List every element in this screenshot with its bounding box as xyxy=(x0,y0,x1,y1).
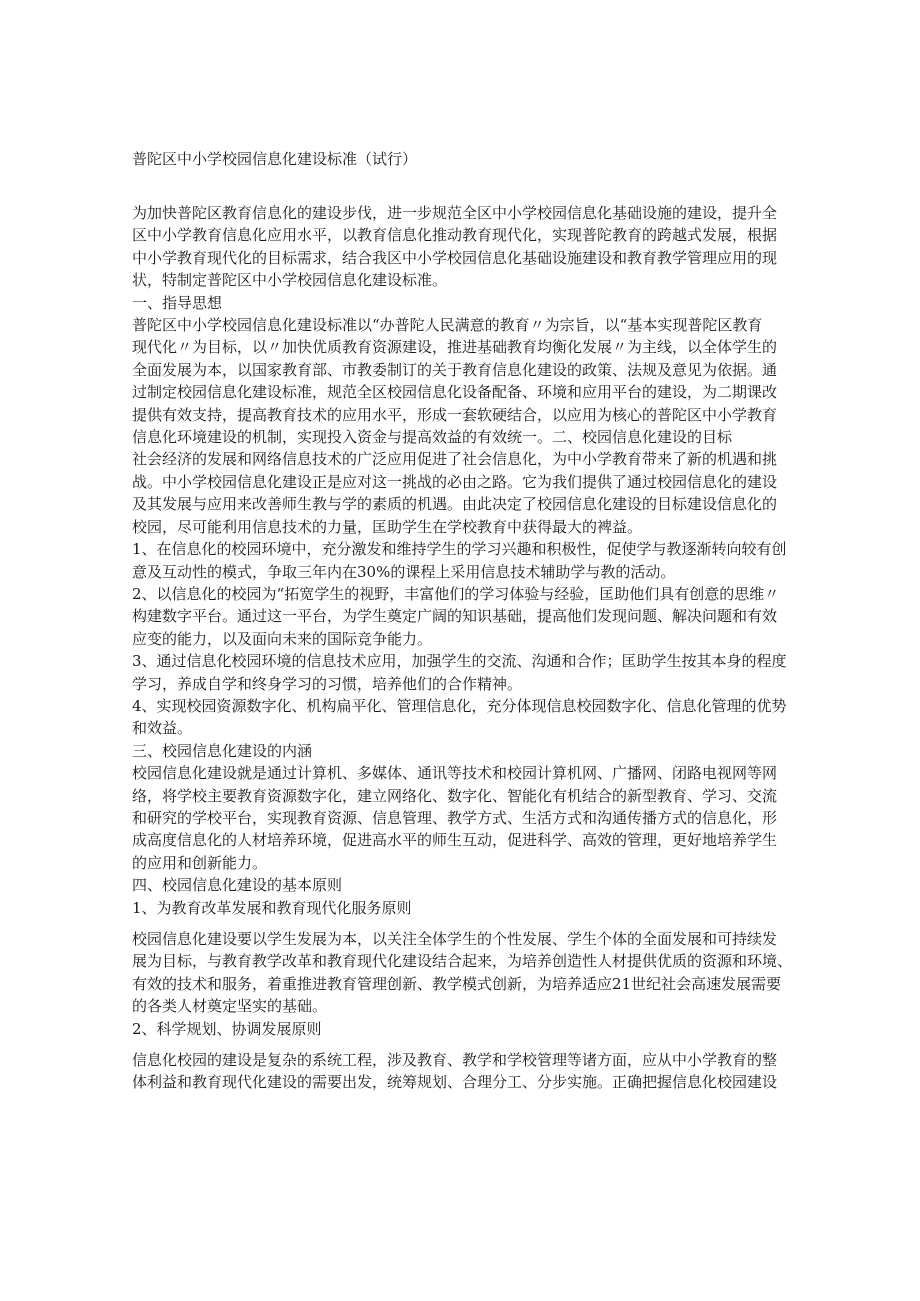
text-line: 和研究的学校平台，实现教育资源、信息管理、教学方式、生活方式和沟通传播方式的信息化，形 xyxy=(132,808,778,827)
document-title: 普陀区中小学校园信息化建设标准（试行） xyxy=(132,150,418,168)
text-line: 校园信息化建设就是通过计算机、多媒体、通讯等技术和校园计算机网、广播网、闭路电视网等网 xyxy=(132,764,778,783)
text-line: 为加快普陀区教育信息化的建设步伐，进一步规范全区中小学校园信息化基础设施的建设，提升全 xyxy=(132,204,778,222)
text-line: 和效益。 xyxy=(132,719,193,738)
text-line: 意及互动性的模式，争取三年内在30%的课程上采用信息技术辅助学与教的活动。 xyxy=(132,562,676,581)
text-line: 中小学教育现代化的目标需求，结合我区中小学校园信息化基础设施建设和教育教学管理应用的现 xyxy=(132,248,778,267)
text-line: 一、指导思想 xyxy=(132,293,223,312)
text-line: 的应用和创新能力。 xyxy=(132,853,268,872)
paragraph-gap xyxy=(132,1040,806,1049)
text-line: 信息化环境建设的机制，实现投入资金与提高效益的有效统一。二、校园信息化建设的目标 xyxy=(132,428,733,447)
text-line: 全面发展为本，以国家教育部、市教委制订的关于教育信息化建设的政策、法规及意见为依据。通 xyxy=(132,360,778,379)
text-line: 展为目标，与教育教学改革和教育现代化建设结合起来，为培养创造性人材提供优质的资源和环境、 xyxy=(132,952,793,971)
text-line: 1、在信息化的校园环境中，充分激发和维持学生的学习兴趣和积极性，促使学与教逐渐转向较有创 xyxy=(132,540,787,559)
text-line: 区中小学教育信息化应用水平，以教育信息化推动教育现代化，实现普陀教育的跨越式发展，根据 xyxy=(132,226,778,245)
text-line: 2、科学规划、协调发展原则 xyxy=(132,1019,322,1038)
text-line: 学习，养成自学和终身学习的习惯，培养他们的合作精神。 xyxy=(132,674,523,693)
text-line: 三、校园信息化建设的内涵 xyxy=(132,741,313,760)
text-line: 4、实现校园资源数字化、机构扁平化、管理信息化，充分体现信息校园数字化、信息化管理的优势 xyxy=(132,696,787,715)
text-line: 状，特制定普陀区中小学校园信息化建设标准。 xyxy=(132,271,448,290)
text-line: 四、校园信息化建设的基本原则 xyxy=(132,876,343,895)
text-line: 体利益和教育现代化建设的需要出发，统筹规划、合理分工、分步实施。正确把握信息化校园建设 xyxy=(132,1073,778,1092)
text-line: 1、为教育改革发展和教育现代化服务原则 xyxy=(132,898,412,917)
document-body xyxy=(132,202,806,1094)
text-line: 校园，尽可能利用信息技术的力量，匡助学生在学校教育中获得最大的裨益。 xyxy=(132,517,643,536)
text-line: 构建数字平台。通过这一平台，为学生奠定广阔的知识基础，提高他们发现问题、解决问题和有效 xyxy=(132,607,778,626)
text-line: 应变的能力，以及面向未来的国际竞争能力。 xyxy=(132,629,433,648)
text-line: 有效的技术和服务，着重推进教育管理创新、教学模式创新，为培养适应21世纪社会高速发展需要 xyxy=(132,974,782,993)
text-line: 3、通过信息化校园环境的信息技术应用，加强学生的交流、沟通和合作；匡助学生按其本身的程度 xyxy=(132,652,787,671)
text-line: 战。中小学校园信息化建设正是应对这一挑战的必由之路。它为我们提供了通过校园信息化的建设 xyxy=(132,472,778,491)
text-line: 提供有效支持，提高教育技术的应用水平，形成一套软硬结合，以应用为核心的普陀区中小学教育 xyxy=(132,405,778,424)
text-line: 校园信息化建设要以学生发展为本，以关注全体学生的个性发展、学生个体的全面发展和可持续发 xyxy=(132,930,778,948)
text-line: 的各类人材奠定坚实的基础。 xyxy=(132,997,328,1016)
text-line: 及其发展与应用来改善师生教与学的素质的机遇。由此决定了校园信息化建设的目标建设信息化的 xyxy=(132,495,778,514)
text-line: 成高度信息化的人材培养环境，促进高水平的师生互动，促进科学、高效的管理，更好地培养学生 xyxy=(132,831,778,850)
text-line: 社会经济的发展和网络信息技术的广泛应用促进了社会信息化，为中小学教育带来了新的机遇和挑 xyxy=(132,450,778,469)
text-line: 现代化〃为目标，以〃加快优质教育资源建设，推进基础教育均衡化发展〃为主线，以全体学生的 xyxy=(132,338,778,357)
paragraph-gap xyxy=(132,919,806,928)
text-line: 过制定校园信息化建设标准，规范全区校园信息化设备配备、环境和应用平台的建设，为二期课改 xyxy=(132,383,778,402)
text-line: 普陀区中小学校园信息化建设标准以“办普陀人民满意的教育〃为宗旨，以“基本实现普陀区教育 xyxy=(132,316,763,335)
text-line: 信息化校园的建设是复杂的系统工程，涉及教育、教学和学校管理等诸方面，应从中小学教育的整 xyxy=(132,1051,778,1070)
text-line: 2、以信息化的校园为“拓宽学生的视野，丰富他们的学习体验与经验，匡助他们具有创意的思维〃 xyxy=(132,584,780,603)
text-line: 络，将学校主要教育资源数字化，建立网络化、数字化、智能化有机结合的新型教育、学习、交流 xyxy=(132,786,778,805)
